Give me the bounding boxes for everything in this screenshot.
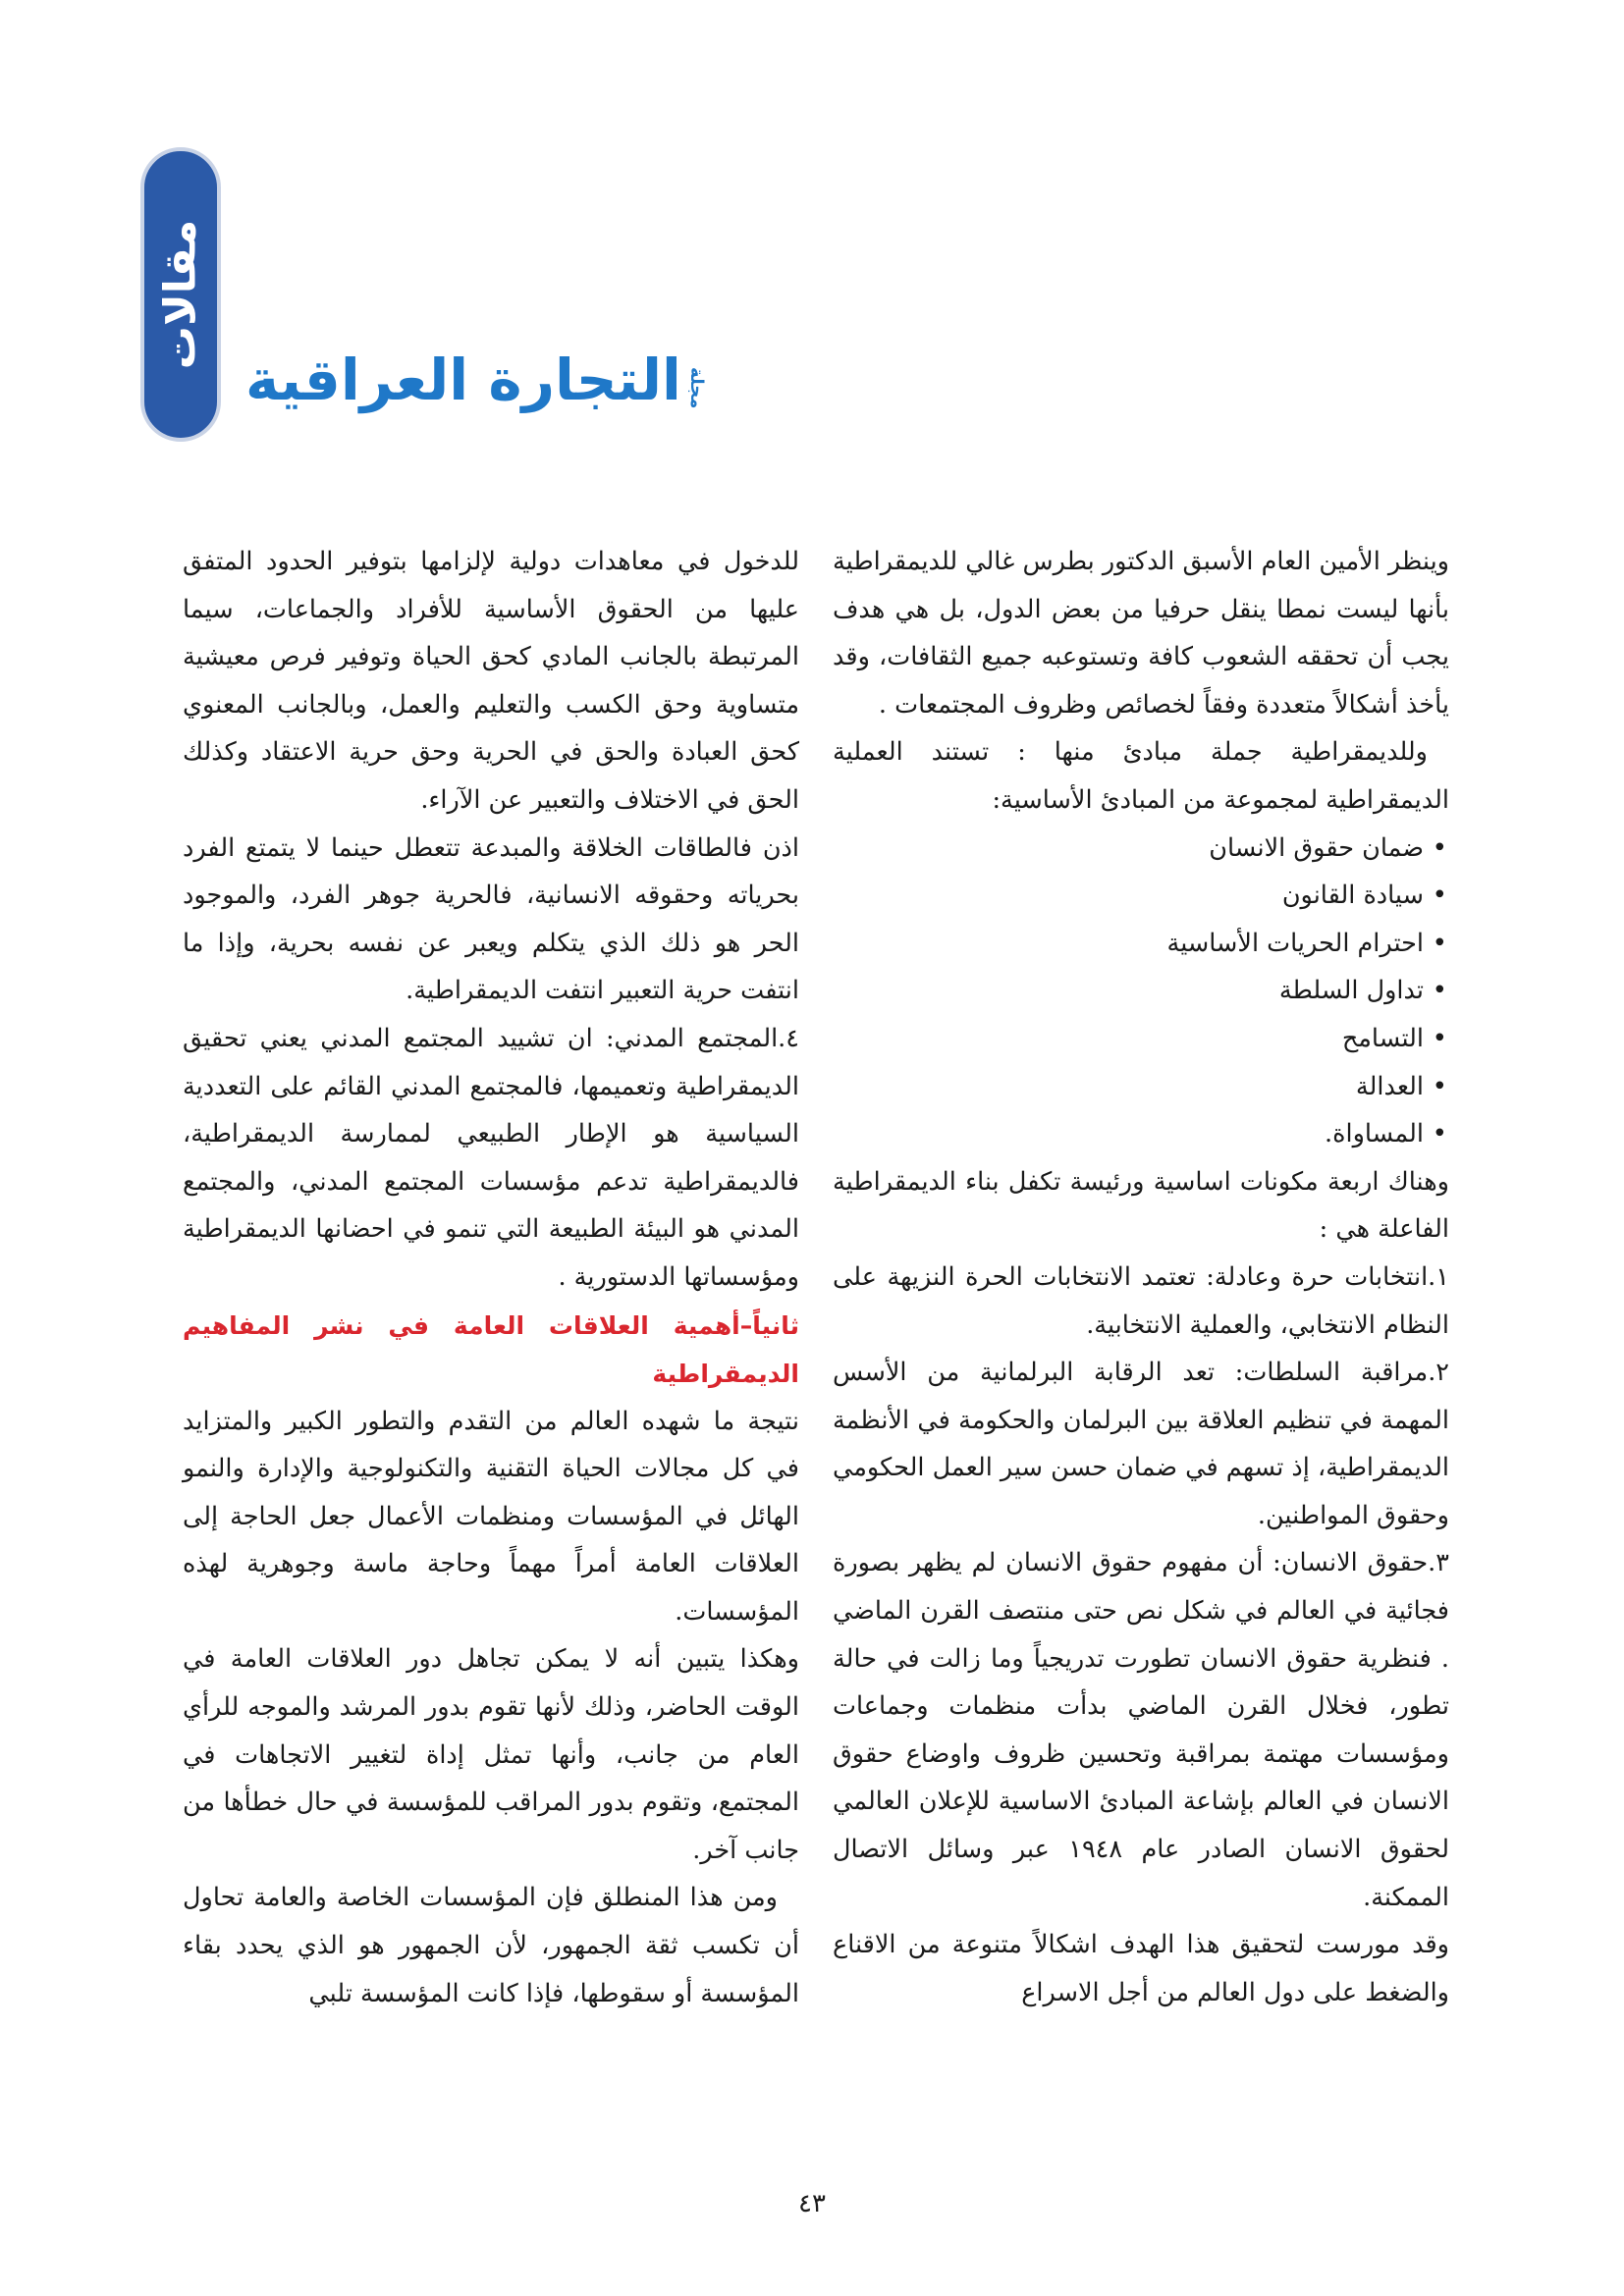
- list-item: • احترام الحريات الأساسية: [833, 920, 1424, 968]
- paragraph: ٢.مراقبة السلطات: تعد الرقابة البرلمانية من الأسس المهمة في تنظيم العلاقة بين البرلمان والحكومة في الأنظمة الديمقراطية، إذ تسهم في ضمان حسن سير العمل الحكومي وحقوق المواطنين.: [833, 1358, 1449, 1530]
- list-item: • ضمان حقوق الانسان: [833, 825, 1424, 873]
- list-item: • المساواة.: [833, 1110, 1424, 1158]
- list-item: • سيادة القانون: [833, 872, 1424, 920]
- paragraph: وقد مورست لتحقيق هذا الهدف اشكالاً متنوعة من الاقناع والضغط على دول العالم من أجل الاسراع: [833, 1930, 1449, 2007]
- left-column: [183, 538, 799, 2017]
- paragraph: للدخول في معاهدات دولية لإلزامها بتوفير الحدود المتفق عليها من الحقوق الأساسية للأفراد والجماعات، سيما المرتبطة بالجانب المادي كحق الحياة وتوفير فرص معيشية متساوية وحق الكسب والتعليم والعمل، وبالجانب المعنوي كحق العبادة والحق في الحرية وحق حرية الاعتقاد وكذلك الحق في الاختلاف والتعبير عن الآراء.: [183, 547, 799, 815]
- section-tab-label: مقالات: [155, 219, 206, 370]
- paragraph: وينظر الأمين العام الأسبق الدكتور بطرس غالي للديمقراطية بأنها ليست نمطا ينقل حرفيا من بعض الدول، بل هي هدف يجب أن تحققه الشعوب كافة وتستوعبه جميع الثقافات، وقد يأخذ أشكالاً متعددة وفقاً لخصائص وظروف المجتمعات .: [833, 547, 1449, 720]
- right-column: [833, 538, 1449, 2016]
- list-item: • تداول السلطة: [833, 967, 1424, 1015]
- page-number: ٤٣: [798, 2189, 826, 2218]
- paragraph: وهكذا يتبين أنه لا يمكن تجاهل دور العلاقات العامة في الوقت الحاضر، وذلك لأنها تقوم بدور المرشد والموجه للرأي العام من جانب، وأنها تمثل إداة لتغيير الاتجاهات في المجتمع، وتقوم بدور المراقب للمؤسسة في حال خطأها من جانب آخر.: [183, 1644, 799, 1865]
- section-heading: ثانياً–أهمية العلاقات العامة في نشر المفاهيم الديمقراطية: [183, 1310, 799, 1388]
- list-item: • العدالة: [833, 1063, 1424, 1111]
- masthead-small: مجلة: [685, 366, 707, 408]
- paragraph: وللديمقراطية جملة مبادئ منها : تستند العملية الديمقراطية لمجموعة من المبادئ الأساسية:: [833, 737, 1449, 815]
- masthead-logo: [245, 347, 707, 413]
- paragraph: ٤.المجتمع المدني: ان تشييد المجتمع المدني يعني تحقيق الديمقراطية وتعميمها، فالمجتمع المدني القائم على التعددية السياسية هو الإطار الطبيعي لممارسة الديمقراطية، فالديمقراطية تدعم مؤسسات المجتمع المدني، والمجتمع المدني هو البيئة الطبيعة التي تنمو في احضانها الديمقراطية ومؤسساتها الدستورية .: [183, 1023, 799, 1292]
- paragraph: ٣.حقوق الانسان: أن مفهوم حقوق الانسان لم يظهر بصورة فجائية في العالم في شكل نص حتى منتصف القرن الماضي . فنظرية حقوق الانسان تطورت تدريجياً وما زالت في حالة تطور، فخلال القرن الماضي بدأت منظمات وجماعات ومؤسسات مهتمة بمراقبة وتحسين ظروف واوضاع حقوق الانسان في العالم بإشاعة المبادئ الاساسية للإعلان العالمي لحقوق الانسان الصادر عام ١٩٤٨ عبر وسائل الاتصال الممكنة.: [833, 1548, 1449, 1912]
- paragraph: ١.انتخابات حرة وعادلة: تعتمد الانتخابات الحرة النزيهة على النظام الانتخابي، والعملية الانتخابية.: [833, 1261, 1449, 1340]
- paragraph: اذن فالطاقات الخلاقة والمبدعة تتعطل حينما لا يتمتع الفرد بحرياته وحقوقه الانسانية، فالحرية جوهر الفرد، والموجود الحر هو ذلك الذي يتكلم ويعبر عن نفسه بحرية، وإذا ما انتفت حرية التعبير انتفت الديمقراطية.: [183, 832, 799, 1006]
- masthead-title: التجارة العراقية: [245, 347, 681, 413]
- list-item: • التسامح: [833, 1015, 1424, 1063]
- principles-list: [833, 825, 1449, 1158]
- paragraph: وهناك اربعة مكونات اساسية ورئيسة تكفل بناء الديمقراطية الفاعلة هي :: [833, 1166, 1449, 1245]
- paragraph: ومن هذا المنطلق فإن المؤسسات الخاصة والعامة تحاول أن تكسب ثقة الجمهور، لأن الجمهور هو الذي يحدد بقاء المؤسسة أو سقوطها، فإذا كانت المؤسسة تلبي: [183, 1883, 799, 2008]
- section-tab: [140, 147, 221, 442]
- paragraph: نتيجة ما شهده العالم من التقدم والتطور الكبير والمتزايد في كل مجالات الحياة التقنية والتكنولوجية والإدارة والنمو الهائل في المؤسسات ومنظمات الأعمال جعل الحاجة إلى العلاقات العامة أمراً مهماً وحاجة ماسة وجوهرية لهذه المؤسسات.: [183, 1406, 799, 1627]
